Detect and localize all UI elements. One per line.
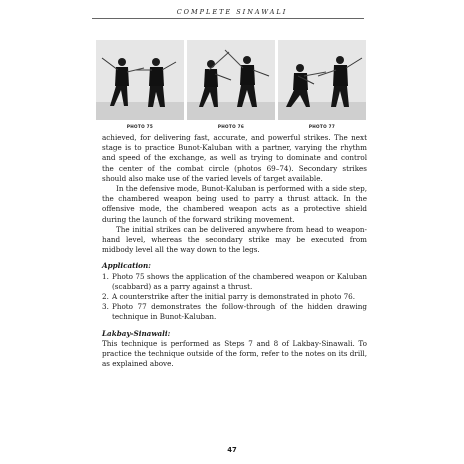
photo-75 bbox=[96, 40, 184, 129]
photo-76 bbox=[187, 40, 275, 129]
photo-76-image bbox=[187, 40, 275, 120]
paragraph-1: achieved, for delivering fast, accurate, and powerful strikes. The next stage is to practice Bunot-Kaluban with a partner, varying the rhythm and speed of the exchange, as well as trying to dominate and control the center of the combat circle (photos 69–74). Secondary strikes should also make use of the varied levels of target available. bbox=[102, 133, 367, 183]
photo-strip bbox=[96, 40, 366, 128]
photo-75-image bbox=[96, 40, 184, 120]
photo-77-caption: PHOTO 77 bbox=[308, 124, 336, 129]
application-list bbox=[102, 272, 367, 323]
paragraph-3: The initial strikes can be delivered anywhere from head to weapon-hand level, whereas the secondary strike may be executed from midbody level all the way down to the legs. bbox=[102, 224, 367, 255]
photo-75-caption: PHOTO 75 bbox=[126, 124, 154, 129]
body-text bbox=[102, 133, 367, 369]
header-rule bbox=[92, 18, 364, 19]
paragraph-2: In the defensive mode, Bunot-Kaluban is performed with a side step, the chambered weapon being used to parry a thrust attack. In the offensive mode, the chambered weapon acts as a protective shield during the launch of the forward striking movement. bbox=[102, 184, 367, 224]
photo-77 bbox=[278, 40, 366, 129]
list-item: 1. Photo 75 shows the application of the chambered weapon or Kaluban (scabbard) as a parry against a thrust. bbox=[102, 271, 367, 291]
running-head: COMPLETE SINAWALI bbox=[176, 8, 288, 16]
lakbay-paragraph: This technique is performed as Steps 7 and 8 of Lakbay-Sinawali. To practice the technique outside of the form, refer to the notes on its drill, as explained above. bbox=[102, 338, 367, 369]
list-item: 2. A counterstrike after the initial parry is demonstrated in photo 76. bbox=[102, 292, 356, 302]
lakbay-heading: Lakbay-Sinawali: bbox=[102, 328, 171, 338]
photo-76-caption: PHOTO 76 bbox=[217, 124, 245, 129]
application-heading: Application: bbox=[102, 261, 151, 271]
list-item: 3. Photo 77 demonstrates the follow-through of the hidden drawing technique in Bunot-Kaluban. bbox=[102, 302, 367, 322]
photo-77-image bbox=[278, 40, 366, 120]
page-number: 47 bbox=[227, 446, 237, 454]
